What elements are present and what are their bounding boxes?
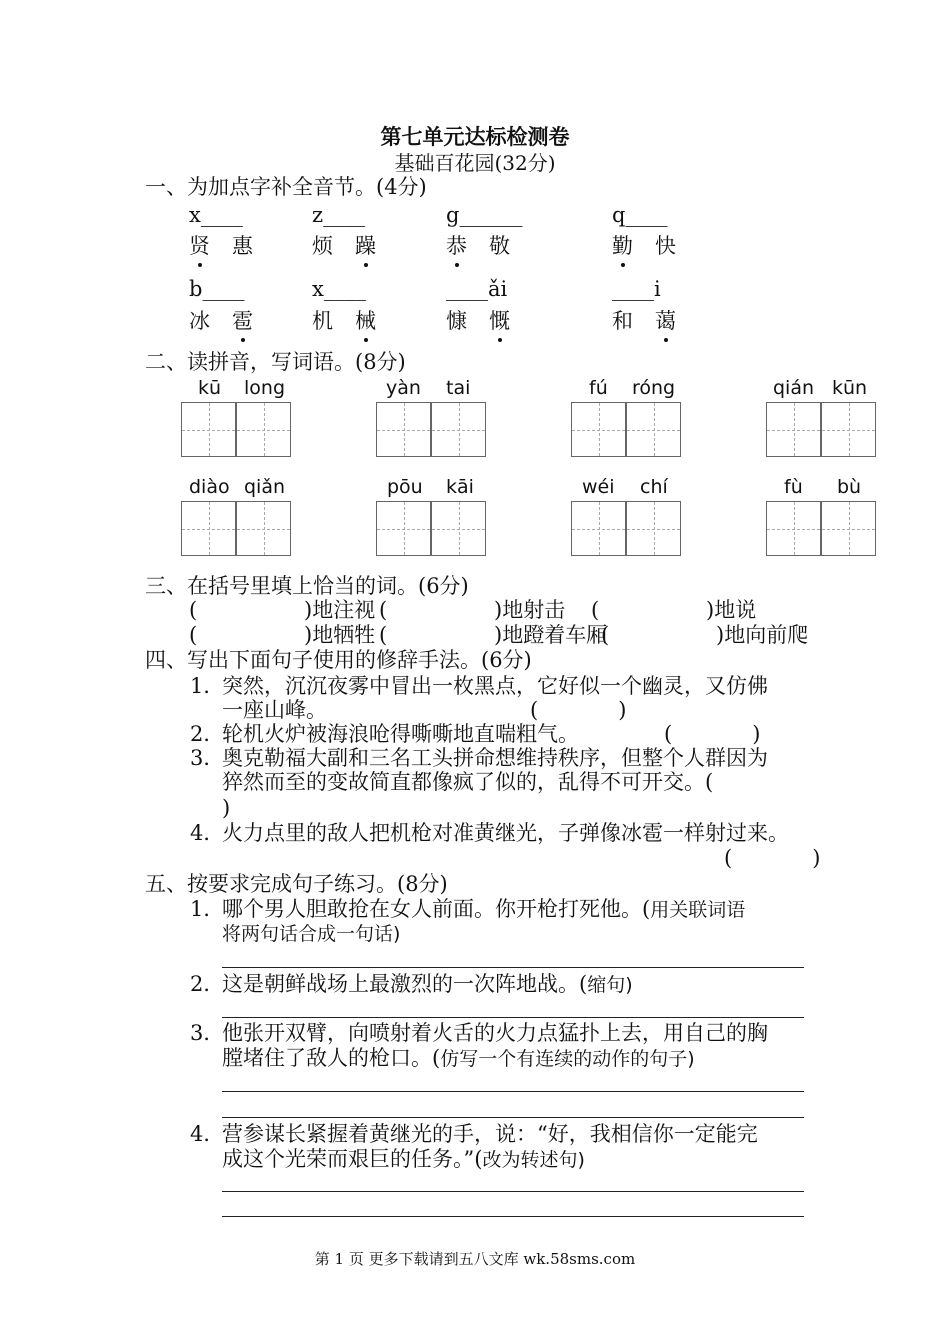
pinyin: wéi [582, 476, 615, 498]
item-number: 2． [190, 722, 225, 746]
page-footer: 第 1 页 更多下载请到五八文库 wk.58sms.com [314, 1250, 636, 1268]
blank-1-4: q____ [612, 203, 668, 227]
char-dotted: 躁 [355, 234, 376, 258]
sentence-text: 成这个光荣而艰巨的任务。”( [222, 1147, 483, 1171]
writing-box[interactable] [571, 501, 626, 556]
sentence: 他张开双臂，向喷射着火舌的火力点猛扑上去，用自己的胸 [222, 1021, 768, 1045]
fill-blank[interactable]: ( )地蹬着车厢 [379, 623, 608, 647]
pinyin: qiǎn [244, 476, 286, 498]
writing-box[interactable] [821, 501, 876, 556]
word-2-2 [312, 309, 376, 333]
char: 快 [655, 234, 676, 258]
item-number: 1． [190, 897, 225, 921]
blank-1-3: g______ [446, 203, 523, 227]
sentence: 营参谋长紧握着黄继光的手，说：“好，我相信你一定能完 [222, 1122, 758, 1146]
fill-blank[interactable]: ( )地说 [591, 598, 757, 622]
writing-box[interactable] [821, 402, 876, 457]
sentence: 猝然而至的变故简直都像疯了似的，乱得不可开交。( [222, 770, 714, 794]
answer-paren[interactable]: ( ) [724, 846, 821, 870]
answer-paren[interactable]: ( ) [530, 698, 627, 722]
char: 慷 [446, 309, 467, 333]
pinyin: bù [837, 476, 862, 498]
pinyin: kāi [446, 476, 474, 498]
writing-box[interactable] [376, 402, 431, 457]
answer-line[interactable] [222, 1191, 804, 1192]
char-dotted: 恭 [446, 234, 467, 258]
instruction: 用关联词语 [650, 899, 746, 921]
pinyin: yàn [386, 377, 421, 399]
writing-box[interactable] [376, 501, 431, 556]
pinyin: chí [640, 476, 668, 498]
sentence [222, 972, 633, 997]
item-number: 4． [190, 1122, 225, 1146]
pinyin: róng [632, 377, 676, 399]
writing-box[interactable] [431, 402, 486, 457]
writing-box[interactable] [431, 501, 486, 556]
pinyin: fú [589, 377, 608, 399]
writing-box[interactable] [181, 501, 236, 556]
char: 惠 [232, 234, 253, 258]
char: 敬 [489, 234, 510, 258]
sentence [222, 1147, 585, 1172]
answer-paren[interactable]: ( ) [664, 722, 761, 746]
instruction: 将两句话合成一句话) [222, 923, 401, 945]
word-1-2 [312, 234, 376, 258]
word-1-3 [446, 234, 510, 258]
fill-blank[interactable]: ( )地牺牲 [189, 623, 376, 647]
sentence: 轮机火炉被海浪呛得嘶嘶地直喘粗气。 [222, 722, 579, 746]
pinyin: pōu [387, 476, 423, 498]
answer-line[interactable] [222, 1091, 804, 1092]
writing-box[interactable] [766, 402, 821, 457]
fill-blank[interactable]: ( )地射击 [379, 598, 566, 622]
fill-blank[interactable]: ( )地向前爬 [601, 623, 809, 647]
blank-2-2: x____ [312, 277, 366, 301]
page-title: 第七单元达标检测卷 [380, 124, 570, 149]
char: 冰 [189, 309, 210, 333]
pinyin: diào [189, 476, 230, 498]
item-number: 1． [190, 674, 225, 698]
char-dotted: 蔼 [655, 309, 676, 333]
sentence: 一座山峰。 [222, 698, 327, 722]
section-2-heading: 二、读拼音，写词语。(8分) [145, 350, 406, 374]
word-2-1 [189, 309, 253, 333]
sentence: 突然，沉沉夜雾中冒出一枚黑点，它好似一个幽灵，又仿佛 [222, 674, 768, 698]
writing-box[interactable] [236, 402, 291, 457]
char: 机 [312, 309, 333, 333]
writing-box[interactable] [626, 402, 681, 457]
item-number: 4． [190, 821, 225, 845]
word-2-3 [446, 309, 510, 333]
instruction: 改为转述句) [482, 1149, 585, 1171]
writing-box[interactable] [236, 501, 291, 556]
char-dotted: 械 [355, 309, 376, 333]
char-dotted: 雹 [232, 309, 253, 333]
answer-line[interactable] [222, 1017, 804, 1018]
writing-box[interactable] [626, 501, 681, 556]
item-number: 3． [190, 1021, 225, 1045]
pinyin: tai [446, 377, 471, 399]
section-4-heading: 四、写出下面句子使用的修辞手法。(6分) [145, 648, 532, 672]
sentence-text: 这是朝鲜战场上最激烈的一次阵地战。( [222, 972, 588, 996]
pinyin: kūn [832, 377, 868, 399]
char-dotted: 贤 [189, 234, 210, 258]
word-1-4 [612, 234, 676, 258]
answer-paren[interactable]: ) [222, 796, 231, 820]
sentence [222, 1046, 695, 1071]
item-number: 2． [190, 972, 225, 996]
answer-line[interactable] [222, 1216, 804, 1217]
writing-box[interactable] [766, 501, 821, 556]
page-subtitle: 基础百花园(32分) [394, 151, 556, 175]
word-1-1 [189, 234, 253, 258]
blank-2-4: ____i [612, 277, 661, 301]
pinyin: qián [773, 377, 815, 399]
sentence [222, 897, 745, 922]
pinyin: fù [784, 476, 803, 498]
blank-2-1: b____ [189, 277, 245, 301]
item-number: 3． [190, 746, 225, 770]
char-dotted: 勤 [612, 234, 633, 258]
section-1-heading: 一、为加点字补全音节。(4分) [145, 175, 427, 199]
answer-line[interactable] [222, 967, 804, 968]
sentence: 奥克勒福大副和三名工头拼命想维持秩序，但整个人群因为 [222, 746, 768, 770]
sentence-text: 哪个男人胆敢抢在女人前面。你开枪打死他。( [222, 897, 651, 921]
sentence: 火力点里的敌人把机枪对准黄继光，子弹像冰雹一样射过来。 [222, 821, 789, 845]
writing-box[interactable] [571, 402, 626, 457]
fill-blank[interactable]: ( )地注视 [189, 598, 376, 622]
char: 和 [612, 309, 633, 333]
pinyin: kū [198, 377, 222, 399]
sentence-text: 膛堵住了敌人的枪口。( [222, 1046, 441, 1070]
char-dotted: 慨 [489, 309, 510, 333]
word-2-4 [612, 309, 676, 333]
instruction: 仿写一个有连续的动作的句子) [440, 1048, 695, 1070]
writing-box[interactable] [181, 402, 236, 457]
instruction: 缩句) [587, 974, 633, 996]
blank-1-2: z____ [312, 203, 366, 227]
pinyin: long [244, 377, 286, 399]
section-5-heading: 五、按要求完成句子练习。(8分) [145, 872, 448, 896]
char: 烦 [312, 234, 333, 258]
blank-1-1: x____ [189, 203, 243, 227]
blank-2-3: ____ǎi [446, 277, 508, 301]
answer-line[interactable] [222, 1117, 804, 1118]
section-3-heading: 三、在括号里填上恰当的词。(6分) [145, 574, 469, 598]
